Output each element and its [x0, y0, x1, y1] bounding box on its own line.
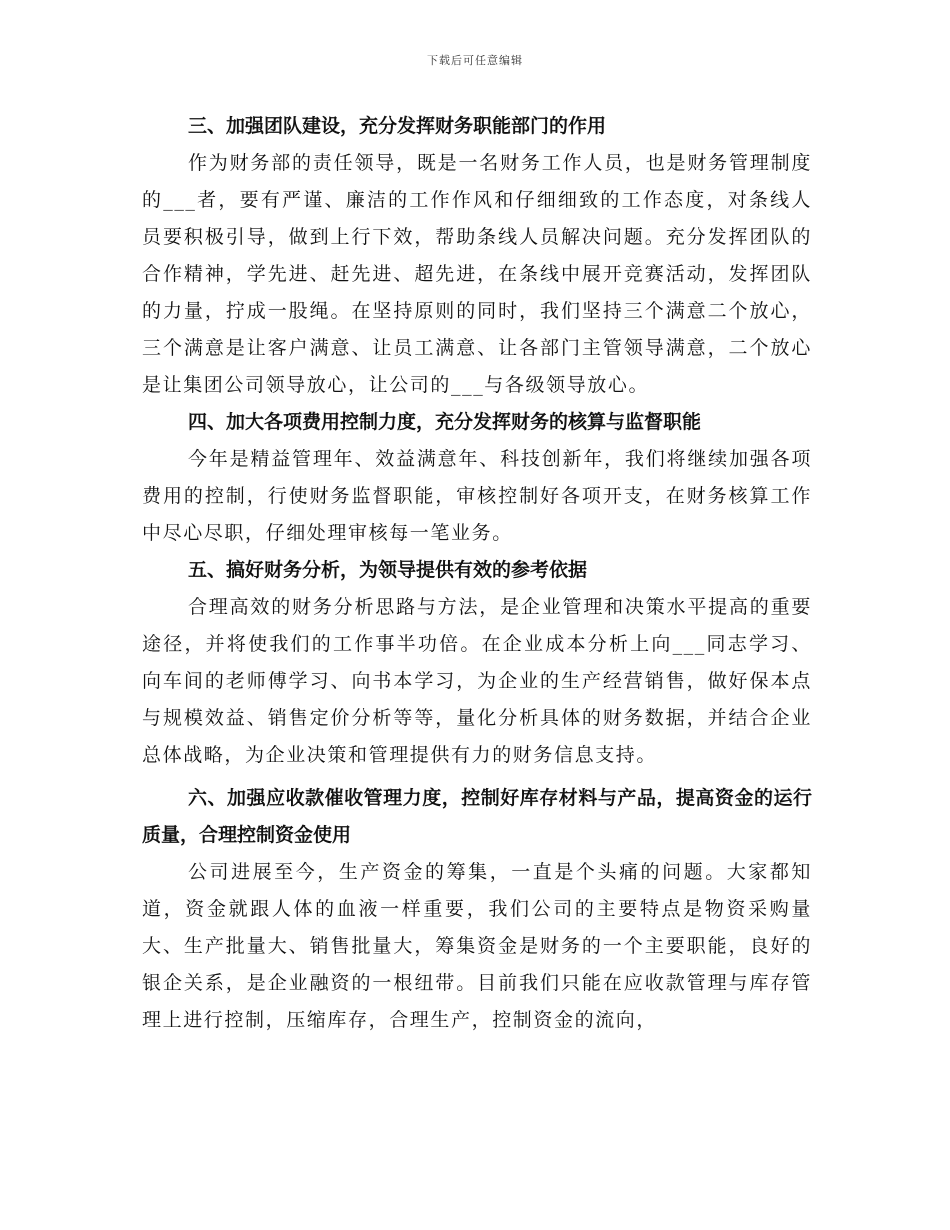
- section-heading-5: 五、搞好财务分析，为领导提供有效的参考依据: [188, 559, 588, 581]
- document-body: [142, 108, 812, 1039]
- section-body-4: 今年是精益管理年、效益满意年、科技创新年，我们将继续加强各项费用的控制，行使财务监督职能，审核控制好各项开支，在财务核算工作中尽心尽职，仔细处理审核每一笔业务。: [142, 448, 812, 544]
- section-heading-3: 三、加强团队建设，充分发挥财务职能部门的作用: [188, 115, 607, 137]
- section-heading-4: 四、加大各项费用控制力度，充分发挥财务的核算与监督职能: [188, 411, 702, 433]
- section-body-3: 作为财务部的责任领导，既是一名财务工作人员，也是财务管理制度的___者，要有严谨、廉洁的工作作风和仔细细致的工作态度，对条线人员要积极引导，做到上行下效，帮助条线人员解决问题。充分发挥团队的合作精神，学先进、赶先进、超先进，在条线中展开竞赛活动，发挥团队的力量，拧成一股绳。在坚持原则的同时，我们坚持三个满意二个放心，三个满意是让客户满意、让员工满意、让各部门主管领导满意，二个放心是让集团公司领导放心，让公司的___与各级领导放心。: [142, 152, 812, 396]
- section-heading-6: 六、加强应收款催收管理力度，控制好库存材料与产品，提高资金的运行质量，合理控制资金使用: [142, 787, 812, 846]
- page-header-note: 下载后可任意编辑: [427, 54, 523, 67]
- section-body-6: 公司进展至今，生产资金的筹集，一直是个头痛的问题。大家都知道，资金就跟人体的血液一样重要，我们公司的主要特点是物资采购量大、生产批量大、销售批量大，筹集资金是财务的一个主要职能，良好的银企关系，是企业融资的一根纽带。目前我们只能在应收款管理与库存管理上进行控制，压缩库存，合理生产，控制资金的流向，: [142, 861, 812, 1031]
- section-body-5: 合理高效的财务分析思路与方法，是企业管理和决策水平提高的重要途径，并将使我们的工作事半功倍。在企业成本分析上向___同志学习、向车间的老师傅学习、向书本学习，为企业的生产经营销售，做好保本点与规模效益、销售定价分析等等，量化分析具体的财务数据，并结合企业总体战略，为企业决策和管理提供有力的财务信息支持。: [142, 596, 812, 766]
